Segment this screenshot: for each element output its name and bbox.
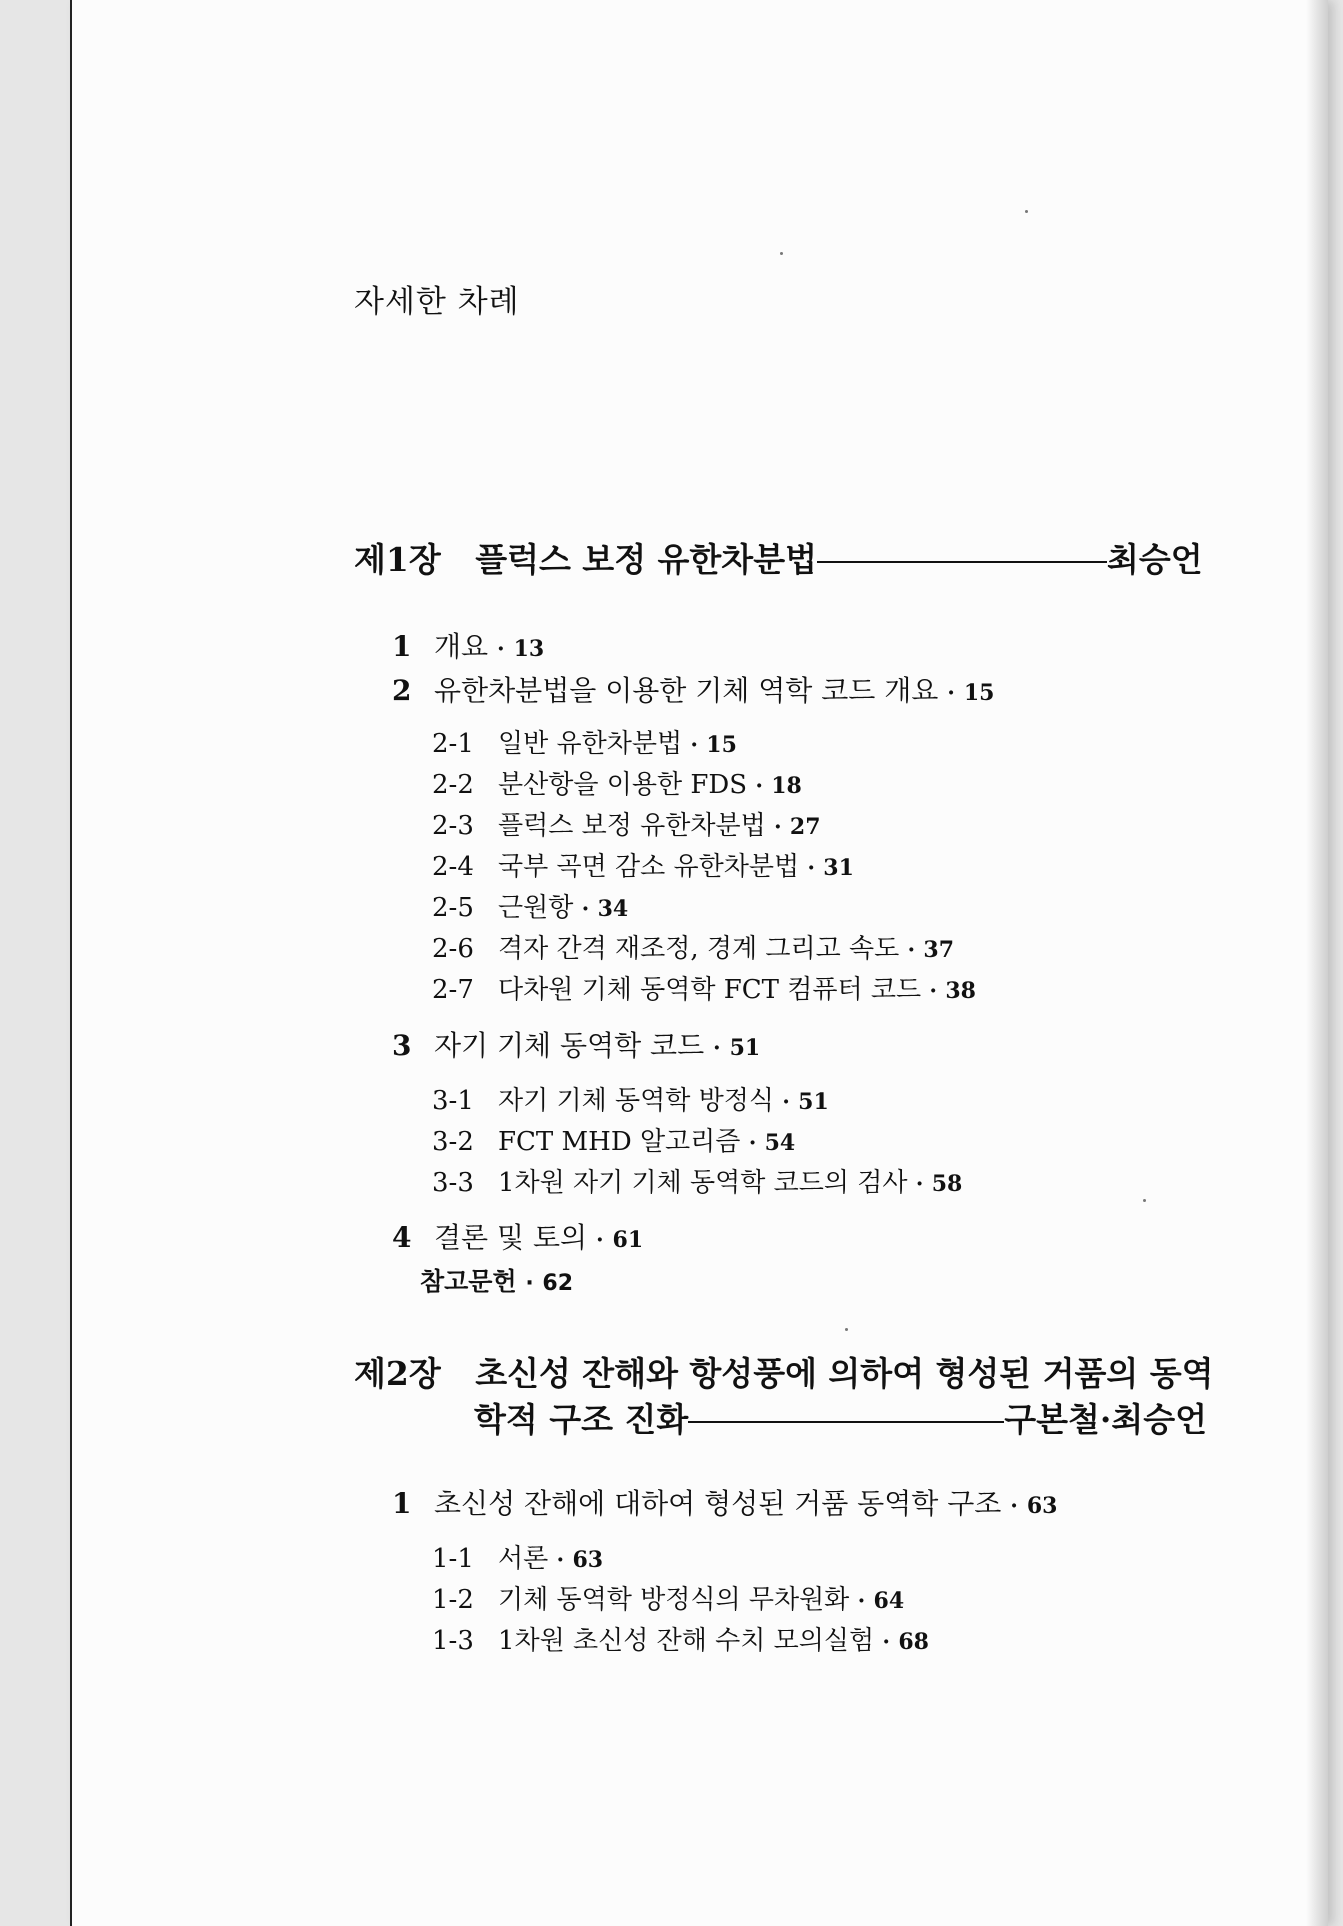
page-number: 63: [1026, 1493, 1058, 1519]
page-number: 68: [898, 1629, 929, 1655]
page-number: 62: [542, 1271, 574, 1296]
subsection-title: 격자 간격 재조정, 경계 그리고 속도: [498, 934, 900, 964]
subsection-number: 2-6: [432, 934, 474, 964]
separator-dot: ·: [1010, 1493, 1018, 1519]
separator-dot: ·: [748, 1130, 757, 1156]
section-title: 초신성 잔해에 대하여 형성된 거품 동역학 구조: [434, 1487, 1002, 1520]
chapter-1-heading[interactable]: [354, 534, 1203, 581]
subsection-title: 자기 기체 동역학 방정식: [498, 1086, 774, 1116]
page-number: 18: [771, 773, 802, 799]
subsection-number: 2-2: [432, 770, 474, 800]
separator-dot: ·: [581, 896, 590, 922]
separator-dot: ·: [929, 978, 938, 1004]
separator-dot: ·: [595, 1227, 604, 1253]
page-number: 27: [789, 814, 821, 840]
page-number: 63: [572, 1547, 604, 1573]
chapter-title-line2: 학적 구조 진화: [474, 1400, 689, 1439]
page-number: 15: [963, 680, 995, 706]
page-number: 61: [612, 1227, 644, 1253]
chapter-label: 제2장: [354, 1354, 441, 1393]
subsection-title: 근원항: [498, 893, 574, 923]
subsection-title: FCT MHD 알고리즘: [498, 1127, 741, 1157]
toc-subsection[interactable]: [432, 1620, 929, 1657]
page-number: 15: [706, 732, 737, 758]
separator-dot: ·: [525, 1271, 534, 1296]
subsection-title: 국부 곡면 감소 유한차분법: [498, 852, 800, 882]
toc-section[interactable]: [392, 1482, 1057, 1522]
separator-dot: ·: [773, 814, 782, 840]
chapter-2-heading-cont: [474, 1394, 1207, 1441]
subsection-number: 1-2: [432, 1585, 474, 1615]
page-number: 37: [923, 937, 955, 963]
section-number: 3: [392, 1029, 412, 1062]
toc-subsection[interactable]: [432, 928, 954, 965]
toc-section[interactable]: [392, 625, 544, 665]
toc-references[interactable]: [420, 1262, 573, 1298]
toc-subsection[interactable]: [432, 887, 628, 924]
toc-subsection[interactable]: [432, 846, 854, 883]
separator-dot: ·: [807, 855, 816, 881]
scan-speck: [1025, 210, 1028, 213]
toc-subsection[interactable]: [432, 723, 737, 760]
page-number: 51: [798, 1089, 829, 1115]
toc-subsection[interactable]: [432, 1579, 904, 1616]
subsection-title: 기체 동역학 방정식의 무차원화: [498, 1585, 850, 1615]
subsection-title: 플럭스 보정 유한차분법: [498, 811, 766, 841]
subsection-title: 일반 유한차분법: [498, 729, 683, 759]
toc-section[interactable]: [392, 669, 994, 709]
subsection-title: 1차원 초신성 잔해 수치 모의실험: [498, 1626, 875, 1656]
subsection-title: 서론: [498, 1544, 549, 1574]
separator-dot: ·: [497, 636, 505, 662]
references-title: 참고문헌: [420, 1267, 517, 1296]
toc-section[interactable]: [392, 1024, 760, 1064]
subsection-number: 3-2: [432, 1127, 474, 1157]
page-number: 54: [764, 1130, 796, 1156]
subsection-title: 1차원 자기 기체 동역학 코드의 검사: [498, 1168, 908, 1198]
subsection-title: 다차원 기체 동역학 FCT 컴퓨터 코드: [498, 975, 922, 1005]
leader-line: [817, 561, 1107, 563]
separator-dot: ·: [690, 732, 699, 758]
page-number: 38: [945, 978, 976, 1004]
page-number: 13: [513, 636, 545, 662]
chapter-title-line1: 초신성 잔해와 항성풍에 의하여 형성된 거품의 동역: [475, 1354, 1214, 1393]
separator-dot: ·: [556, 1547, 565, 1573]
toc-subsection[interactable]: [432, 1162, 962, 1199]
page-number: 51: [729, 1035, 761, 1061]
toc-section[interactable]: [392, 1216, 643, 1256]
subsection-number: 3-1: [432, 1086, 474, 1116]
separator-dot: ·: [713, 1035, 721, 1061]
page-edge-shadow: [1306, 0, 1328, 1926]
section-title: 결론 및 토의: [434, 1221, 588, 1254]
section-number: 1: [392, 1487, 412, 1520]
section-number: 1: [392, 630, 412, 663]
chapter-2-heading[interactable]: [354, 1348, 1214, 1395]
separator-dot: ·: [782, 1089, 790, 1115]
section-title: 자기 기체 동역학 코드: [434, 1029, 705, 1062]
subsection-number: 1-3: [432, 1626, 474, 1656]
subsection-number: 2-5: [432, 893, 474, 923]
scan-speck: [780, 252, 783, 255]
scan-speck: [845, 1328, 848, 1331]
leader-line: [688, 1421, 1004, 1423]
separator-dot: ·: [907, 937, 916, 963]
chapter-author: 최승언: [1106, 540, 1203, 579]
toc-subsection[interactable]: [432, 805, 821, 842]
separator-dot: ·: [915, 1171, 924, 1197]
page-number: 58: [931, 1171, 963, 1197]
subsection-number: 3-3: [432, 1168, 474, 1198]
toc-subsection[interactable]: [432, 969, 976, 1006]
toc-subsection[interactable]: [432, 1538, 603, 1575]
subsection-title: 분산항을 이용한 FDS: [498, 770, 748, 800]
section-title: 개요: [434, 630, 489, 663]
section-title: 유한차분법을 이용한 기체 역학 코드 개요: [434, 674, 939, 707]
section-number: 2: [392, 674, 412, 707]
subsection-number: 2-4: [432, 852, 474, 882]
separator-dot: ·: [857, 1588, 866, 1614]
subsection-number: 2-7: [432, 975, 474, 1005]
separator-dot: ·: [947, 680, 955, 706]
toc-subsection[interactable]: [432, 764, 802, 801]
toc-subsection[interactable]: [432, 1121, 795, 1158]
separator-dot: ·: [755, 773, 763, 799]
chapter-label: 제1장: [354, 540, 441, 579]
detail-toc-title: 자세한 차례: [354, 284, 520, 320]
page-number: 31: [823, 855, 854, 881]
section-number: 4: [392, 1221, 412, 1254]
page-number: 34: [597, 896, 629, 922]
page-number: 64: [873, 1588, 905, 1614]
toc-subsection[interactable]: [432, 1080, 829, 1117]
scan-speck: [1143, 1199, 1146, 1202]
chapter-title: 플럭스 보정 유한차분법: [475, 540, 817, 579]
chapter-author: 구본철·최승언: [1004, 1400, 1208, 1439]
separator-dot: ·: [882, 1629, 891, 1655]
subsection-number: 2-3: [432, 811, 474, 841]
subsection-number: 1-1: [432, 1544, 474, 1574]
subsection-number: 2-1: [432, 729, 474, 759]
